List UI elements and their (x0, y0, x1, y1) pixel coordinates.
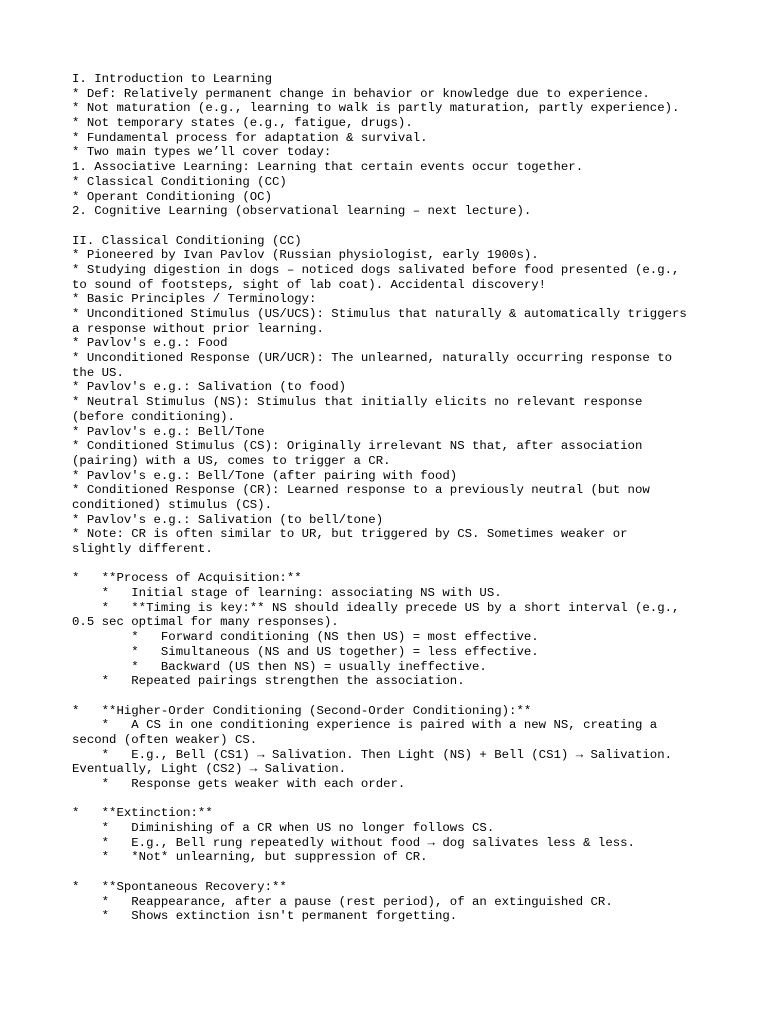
text-line: * Forward conditioning (NS then US) = most effective. (72, 630, 539, 645)
text-line: I. Introduction to Learning (72, 72, 273, 86)
text-line: * Not maturation (e.g., learning to walk is partly maturation, partly experience). (72, 101, 680, 116)
blank-line (72, 219, 732, 234)
blank-line (72, 557, 732, 572)
text-line: Eventually, Light (CS2) → Salivation. (72, 762, 347, 777)
text-line: * Pavlov's e.g.: Salivation (to food) (72, 380, 347, 395)
text-line: slightly different. (72, 542, 213, 556)
text-line: * Pavlov's e.g.: Bell/Tone (72, 424, 265, 439)
text-line: * Fundamental process for adaptation & survival. (72, 130, 428, 145)
text-line: 1. Associative Learning: Learning that certain events occur together. (72, 160, 584, 175)
text-line: the US. (72, 365, 124, 380)
blank-line (72, 865, 732, 880)
text-line: * Conditioned Response (CR): Learned response to a previously neutral (but now (72, 483, 650, 498)
text-line: (before conditioning). (72, 409, 235, 424)
text-line: * Pavlov's e.g.: Salivation (to bell/tone) (72, 512, 384, 527)
text-line: * Basic Principles / Terminology: (72, 292, 317, 307)
text-line: * Def: Relatively permanent change in behavior or knowledge due to experience. (72, 86, 650, 101)
text-line: to sound of footsteps, sight of lab coat). Accidental discovery! (72, 277, 547, 292)
text-line: * Pioneered by Ivan Pavlov (Russian physiologist, early 1900s). (72, 248, 539, 263)
text-line: * Simultaneous (NS and US together) = less effective. (72, 644, 539, 659)
text-line: * Two main types we’ll cover today: (72, 145, 332, 160)
text-line: * Note: CR is often similar to UR, but triggered by CS. Sometimes weaker or (72, 527, 628, 542)
text-line: * Backward (US then NS) = usually ineffective. (72, 659, 487, 674)
text-line: * Reappearance, after a pause (rest period), of an extinguished CR. (72, 894, 613, 909)
text-line: * Pavlov's e.g.: Food (72, 336, 228, 351)
text-line: 0.5 sec optimal for many responses). (72, 615, 339, 630)
text-line: (pairing) with a US, comes to trigger a CR. (72, 453, 391, 468)
text-line: second (often weaker) CS. (72, 732, 258, 747)
text-line: * A CS in one conditioning experience is paired with a new NS, creating a (72, 718, 658, 733)
text-line: * E.g., Bell (CS1) → Salivation. Then Light (NS) + Bell (CS1) → Salivation. (72, 747, 673, 762)
text-line: * **Timing is key:** NS should ideally precede US by a short interval (e.g., (72, 600, 680, 615)
text-line: * Unconditioned Stimulus (US/UCS): Stimulus that naturally & automatically triggers (72, 307, 687, 321)
text-line: * **Extinction:** (72, 806, 213, 821)
text-line: * Neutral Stimulus (NS): Stimulus that initially elicits no relevant response (72, 395, 643, 410)
text-line: * *Not* unlearning, but suppression of CR. (72, 850, 428, 865)
text-line: * Unconditioned Response (UR/UCR): The unlearned, naturally occurring response to (72, 351, 673, 366)
text-line: * Classical Conditioning (CC) (72, 174, 287, 189)
document-page (72, 72, 732, 924)
text-line: II. Classical Conditioning (CC) (72, 233, 302, 248)
text-line: * Conditioned Stimulus (CS): Originally irrelevant NS that, after association (72, 439, 643, 454)
text-line: * Initial stage of learning: associating NS with US. (72, 586, 502, 601)
text-line: * Operant Conditioning (OC) (72, 189, 273, 204)
text-line: 2. Cognitive Learning (observational learning – next lecture). (72, 204, 532, 219)
text-line: conditioned) stimulus (CS). (72, 497, 273, 512)
text-line: * **Process of Acquisition:** (72, 571, 302, 586)
text-line: * Repeated pairings strengthen the association. (72, 674, 465, 689)
text-line: * E.g., Bell rung repeatedly without food → dog salivates less & less. (72, 835, 635, 850)
text-line: * Pavlov's e.g.: Bell/Tone (after pairing with food) (72, 468, 458, 483)
text-line: * Not temporary states (e.g., fatigue, drugs). (72, 116, 413, 131)
text-line: * **Spontaneous Recovery:** (72, 879, 287, 894)
text-line: a response without prior learning. (72, 321, 324, 336)
text-line: * Shows extinction isn't permanent forgetting. (72, 909, 458, 924)
blank-line (72, 792, 732, 807)
text-line: * **Higher-Order Conditioning (Second-Order Conditioning):** (72, 703, 532, 718)
text-line: * Response gets weaker with each order. (72, 777, 406, 791)
text-line: * Diminishing of a CR when US no longer follows CS. (72, 821, 495, 836)
text-line: * Studying digestion in dogs – noticed dogs salivated before food presented (e.g., (72, 262, 680, 277)
blank-line (72, 689, 732, 704)
